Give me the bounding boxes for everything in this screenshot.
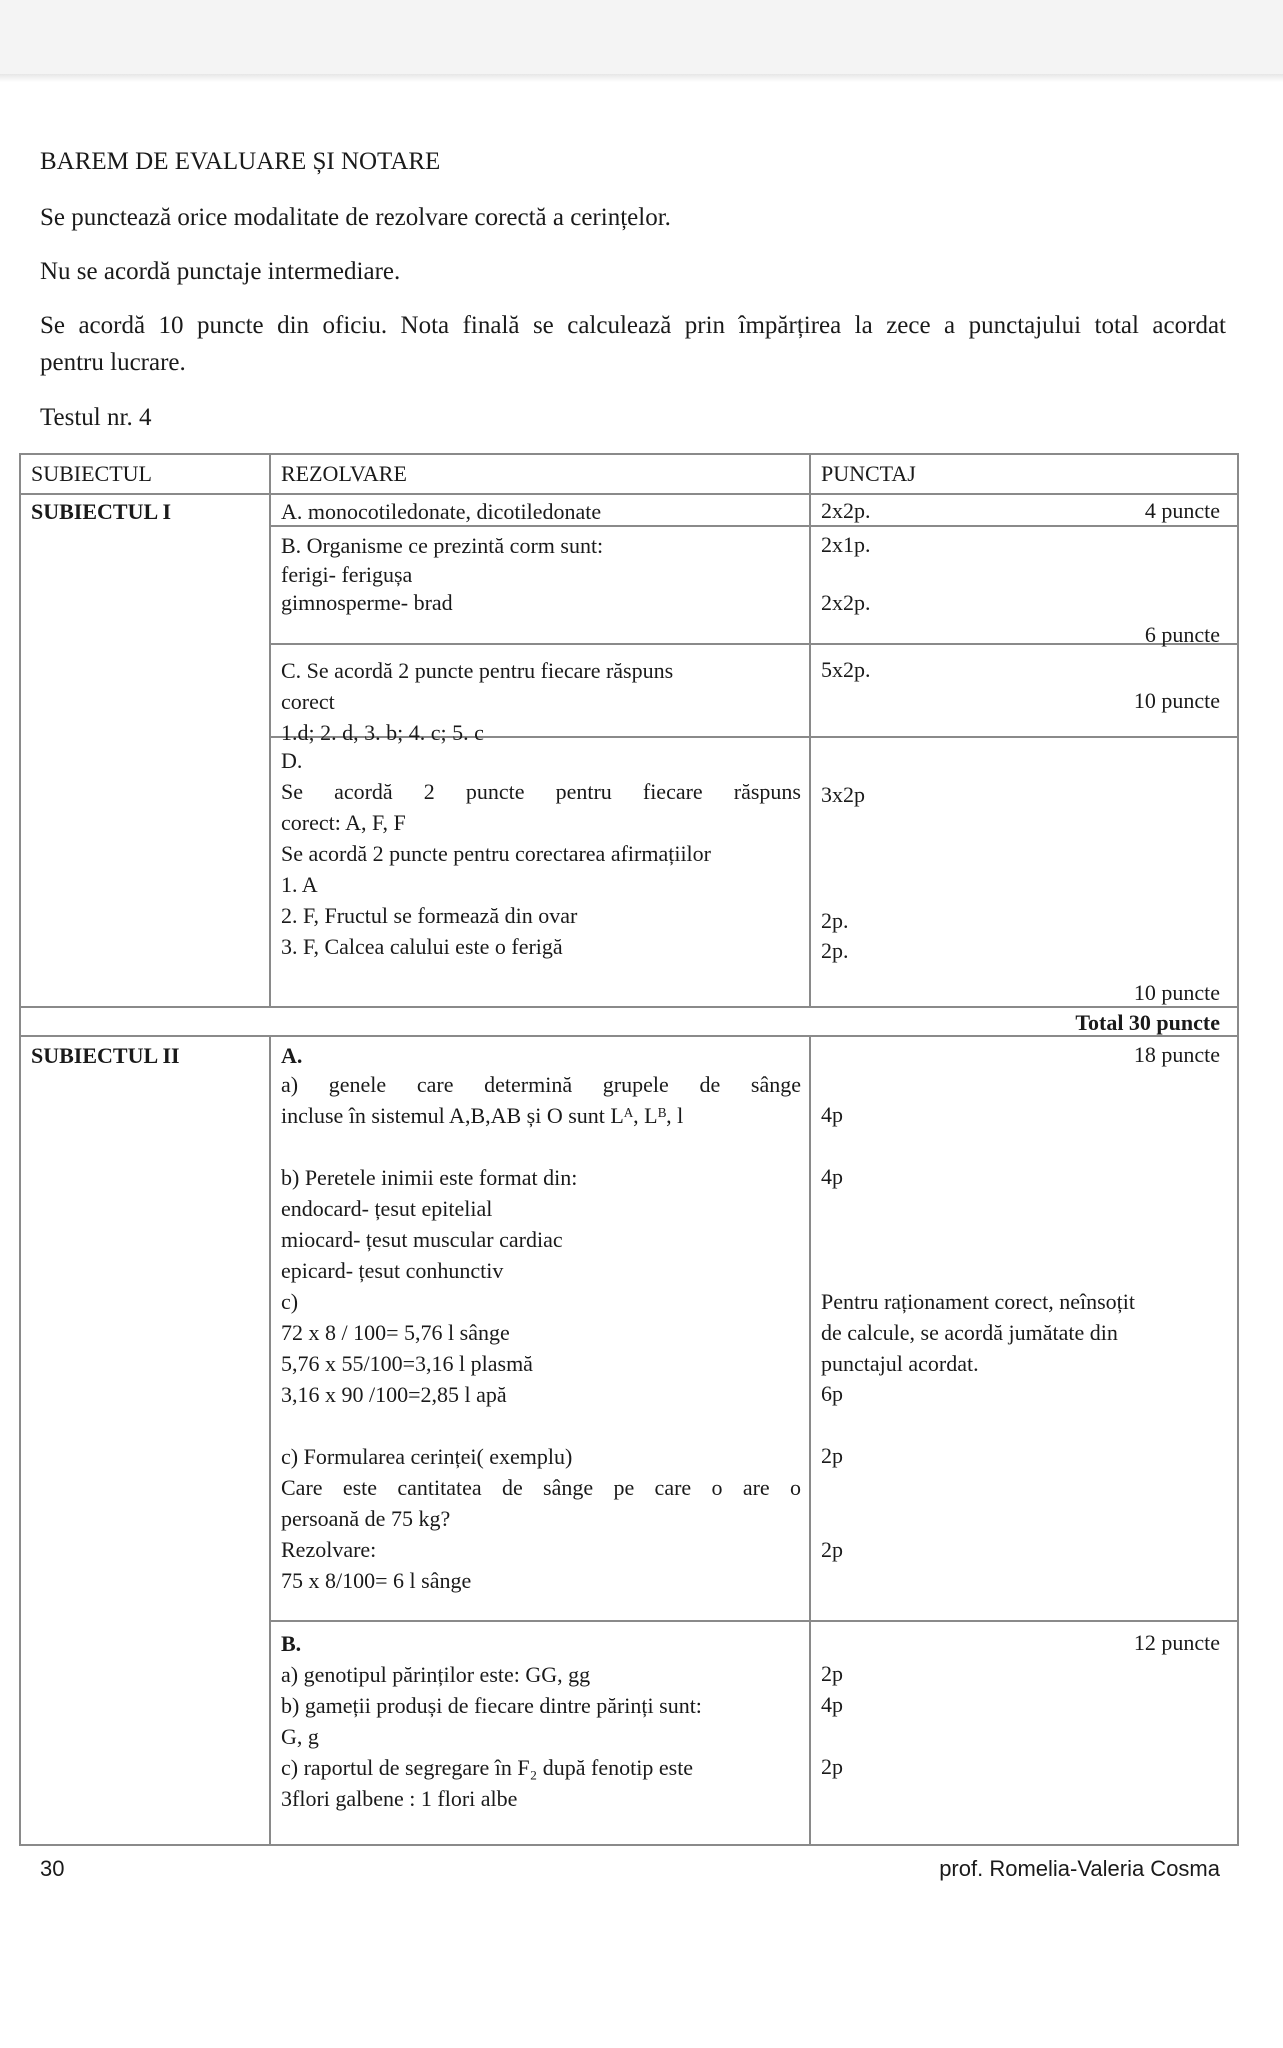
s2-a-line: 5,76 x 55/100=3,16 l plasmă [281, 1351, 533, 1376]
s1-d-total: 10 puncte [1133, 980, 1220, 1005]
s2-b-heading: B. [281, 1631, 302, 1656]
s2-b-line: G, g [281, 1724, 319, 1749]
subject-1-grand-total: Total 30 puncte [1075, 1010, 1220, 1035]
row-divider [269, 1620, 1239, 1622]
s1-d-score-1: 3x2p [821, 782, 865, 807]
s2-a-line: b) Peretele inimii este format din: [281, 1165, 578, 1190]
s1-d-line: Se acordă 2 puncte pentru corectarea afirmațiilor [281, 841, 711, 866]
s1-d-line: Se acordă 2 puncte pentru fiecare răspuns [281, 779, 801, 804]
s2-b-score-b: 4p [821, 1692, 843, 1717]
table-header-divider [19, 493, 1239, 495]
s1-c-total: 10 puncte [1133, 688, 1220, 713]
s2-b-line: c) raportul de segregare în F₂ după fenotip este [281, 1755, 694, 1780]
s1-d-line: corect: A, F, F [281, 810, 406, 835]
s2-a-line: 3,16 x 90 /100=2,85 l apă [281, 1382, 507, 1407]
header-subiectul: SUBIECTUL [31, 461, 152, 486]
intro-line-1: Se punctează orice modalitate de rezolvare corectă a cerințelor. [40, 204, 671, 231]
row-divider [19, 1035, 1239, 1037]
s2-a-line: c) Formularea cerinței( exemplu) [281, 1444, 573, 1469]
s2-a-line: a) genele care determină grupele de sânge [281, 1072, 801, 1097]
intro-line-3a: Se acordă 10 puncte din oficiu. Nota finală se calculează prin împărțirea la zece a punctajului total acordat [40, 312, 1226, 339]
s2-a-line: 75 x 8/100= 6 l sânge [281, 1568, 472, 1593]
s2-a-score-a: 4p [821, 1102, 843, 1127]
table-border-right [1237, 453, 1239, 1846]
s1-a-total: 4 puncte [1144, 498, 1220, 523]
s1-c-line: corect [281, 689, 335, 714]
s2-a-line: c) [281, 1289, 299, 1314]
s2-a-line: miocard- țesut muscular cardiac [281, 1227, 563, 1252]
s2-a-line: incluse în sistemul A,B,AB și O sunt Lᴬ, Lᴮ, l [281, 1103, 684, 1128]
table-border-bottom [19, 1844, 1239, 1846]
s2-a-score-b: 4p [821, 1164, 843, 1189]
s1-c-line: 1.d; 2. d, 3. b; 4. c; 5. c [281, 720, 484, 745]
s1-a-answer: A. monocotiledonate, dicotiledonate [281, 499, 602, 524]
s2-a-total: 18 puncte [1133, 1042, 1220, 1067]
s1-d-line: 2. F, Fructul se formează din ovar [281, 903, 578, 928]
row-divider [269, 643, 1239, 645]
column-divider [269, 453, 271, 1008]
s1-d-line: D. [281, 748, 303, 773]
note-line: de calcule, se acordă jumătate din [821, 1320, 1118, 1345]
column-divider [269, 1035, 271, 1846]
intro-line-3b: pentru lucrare. [40, 349, 186, 376]
s2-b-score-a: 2p [821, 1661, 843, 1686]
s1-d-score-3: 2p. [821, 938, 849, 963]
s2-b-line: 3flori galbene : 1 flori albe [281, 1786, 518, 1811]
note-line: punctajul acordat. [821, 1351, 979, 1376]
viewer-top-bar-shadow [0, 74, 1283, 82]
s2-a-score-c: 6p [821, 1381, 843, 1406]
s1-b-line: B. Organisme ce prezintă corm sunt: [281, 533, 604, 558]
s1-b-answer [281, 530, 791, 617]
s2-a-line: Rezolvare: [281, 1537, 377, 1562]
s1-d-answer [281, 745, 801, 962]
s1-b-line: gimnosperme- brad [281, 590, 453, 615]
s2-a-score-d1: 2p [821, 1443, 843, 1468]
intro-line-2: Nu se acordă punctaje intermediare. [40, 258, 401, 285]
page-number: 30 [40, 1856, 65, 1881]
s1-b-total: 6 puncte [1144, 622, 1220, 647]
s2-b-line: b) gameții produși de fiecare dintre părinți sunt: [281, 1693, 702, 1718]
s2-b-line: a) genotipul părinților este: GG, gg [281, 1662, 591, 1687]
table-border-left [19, 453, 21, 1846]
column-divider [809, 1035, 811, 1846]
column-divider [809, 453, 811, 1008]
s1-c-line: C. Se acordă 2 puncte pentru fiecare răspuns [281, 658, 674, 683]
note-line: Pentru raționament corect, neînsoțit [821, 1289, 1136, 1314]
s2-a-line [281, 1131, 801, 1162]
s2-a-answer [281, 1069, 801, 1596]
s2-b-score-c: 2p [821, 1754, 843, 1779]
subject-1-label: SUBIECTUL I [31, 499, 172, 524]
test-number: Testul nr. 4 [40, 404, 152, 431]
s2-a-line: 72 x 8 / 100= 5,76 l sânge [281, 1320, 510, 1345]
s2-a-note [821, 1286, 1221, 1379]
s2-b-total: 12 puncte [1133, 1630, 1220, 1655]
s2-a-score-d2: 2p [821, 1537, 843, 1562]
s2-b-answer [281, 1659, 801, 1814]
subject-2-label: SUBIECTUL II [31, 1043, 180, 1068]
table-border-top [19, 453, 1239, 455]
s1-a-score: 2x2p. [821, 498, 871, 523]
s1-d-score-2: 2p. [821, 908, 849, 933]
author-credit: prof. Romelia-Valeria Cosma [939, 1856, 1220, 1881]
s2-a-line [281, 1410, 801, 1441]
s2-a-line: Care este cantitatea de sânge pe care o are o [281, 1475, 801, 1500]
s1-d-line: 1. A [281, 872, 318, 897]
s1-b-score-2: 2x2p. [821, 590, 871, 615]
header-rezolvare: REZOLVARE [281, 461, 407, 486]
s2-a-line: epicard- țesut conhunctiv [281, 1258, 504, 1283]
s2-a-heading: A. [281, 1043, 303, 1068]
document-title: BAREM DE EVALUARE ȘI NOTARE [40, 148, 441, 175]
s2-a-line: persoană de 75 kg? [281, 1506, 451, 1531]
s1-c-score: 5x2p. [821, 657, 871, 682]
s1-b-line: ferigi- ferigușa [281, 562, 413, 587]
s1-b-score-1: 2x1p. [821, 532, 871, 557]
s1-c-answer [281, 655, 801, 748]
s2-a-line: endocard- țesut epitelial [281, 1196, 493, 1221]
s1-d-line: 3. F, Calcea calului este o ferigă [281, 934, 563, 959]
row-divider [19, 1006, 1239, 1008]
viewer-top-bar [0, 0, 1283, 74]
header-punctaj: PUNCTAJ [821, 461, 916, 486]
